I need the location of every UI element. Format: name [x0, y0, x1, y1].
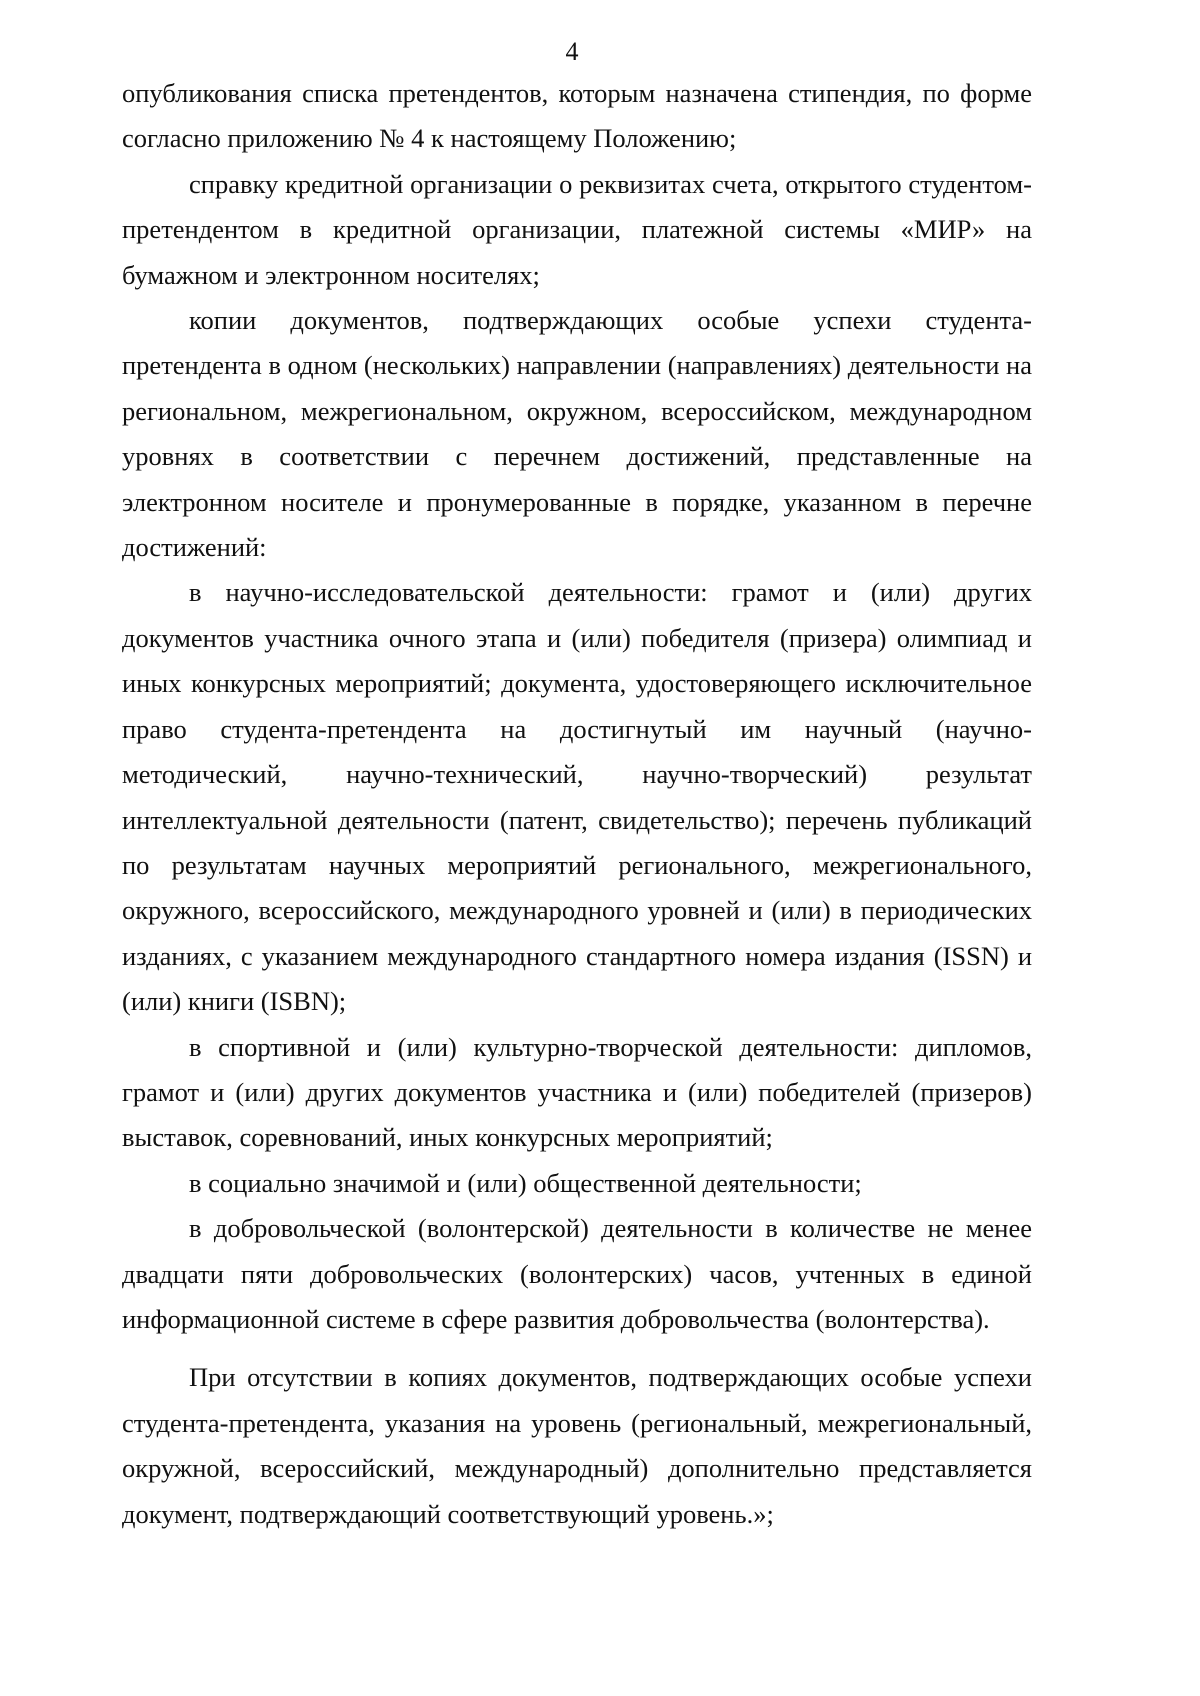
paragraph-document-copies: копии документов, подтверждающих особые успехи студента-претендента в одном (нескольких) направлении (направлениях) деятельности на региональном, межрегиональном, окружном, всероссийском, международном уровнях в соответствии с перечнем достижений, представленные на электронном носителе и пронумерованные в порядке, указанном в перечне достижений:: [122, 305, 1032, 563]
paragraph-continuation: опубликования списка претендентов, которым назначена стипендия, по форме согласно приложению № 4 к настоящему Положению;: [122, 78, 1032, 154]
paragraph-research-activity: в научно-исследовательской деятельности: грамот и (или) других документов участника очного этапа и (или) победителя (призера) олимпиад и иных конкурсных мероприятий; документа, удостоверяющего исключительное право студента-претендента на достигнутый им научный (научно-методический, научно-технический, научно-творческий) результат интеллектуальной деятельности (патент, свидетельство); перечень публикаций по результатам научных мероприятий регионального, межрегионального, окружного, всероссийского, международного уровней и (или) в периодических изданиях, с указанием международного стандартного номера издания (ISSN) и (или) книги (ISBN);: [122, 577, 1032, 1017]
paragraph-bank-certificate: справку кредитной организации о реквизитах счета, открытого студентом-претендентом в кредитной организации, платежной системы «МИР» на бумажном и электронном носителях;: [122, 168, 1032, 290]
paragraph-volunteer-activity: в добровольческой (волонтерской) деятельности в количестве не менее двадцати пяти добровольческих (волонтерских) часов, учтенных в единой информационной системе в сфере развития добровольчества (волонтерства).: [122, 1213, 1032, 1334]
page-number: 4: [565, 37, 579, 66]
paragraph-sports-culture-activity: в спортивной и (или) культурно-творческой деятельности: дипломов, грамот и (или) других документов участника и (или) победителей (призеров) выставок, соревнований, иных конкурсных мероприятий;: [122, 1031, 1032, 1153]
paragraph-level-confirmation: При отсутствии в копиях документов, подтверждающих особые успехи студента-претендента, указания на уровень (региональный, межрегиональный, окружной, всероссийский, международный) дополнительно представляется документ, подтверждающий соответствующий уровень.»;: [122, 1362, 1032, 1529]
paragraph-social-activity: в социально значимой и (или) общественной деятельности;: [189, 1167, 862, 1198]
document-body: [122, 71, 1032, 1537]
